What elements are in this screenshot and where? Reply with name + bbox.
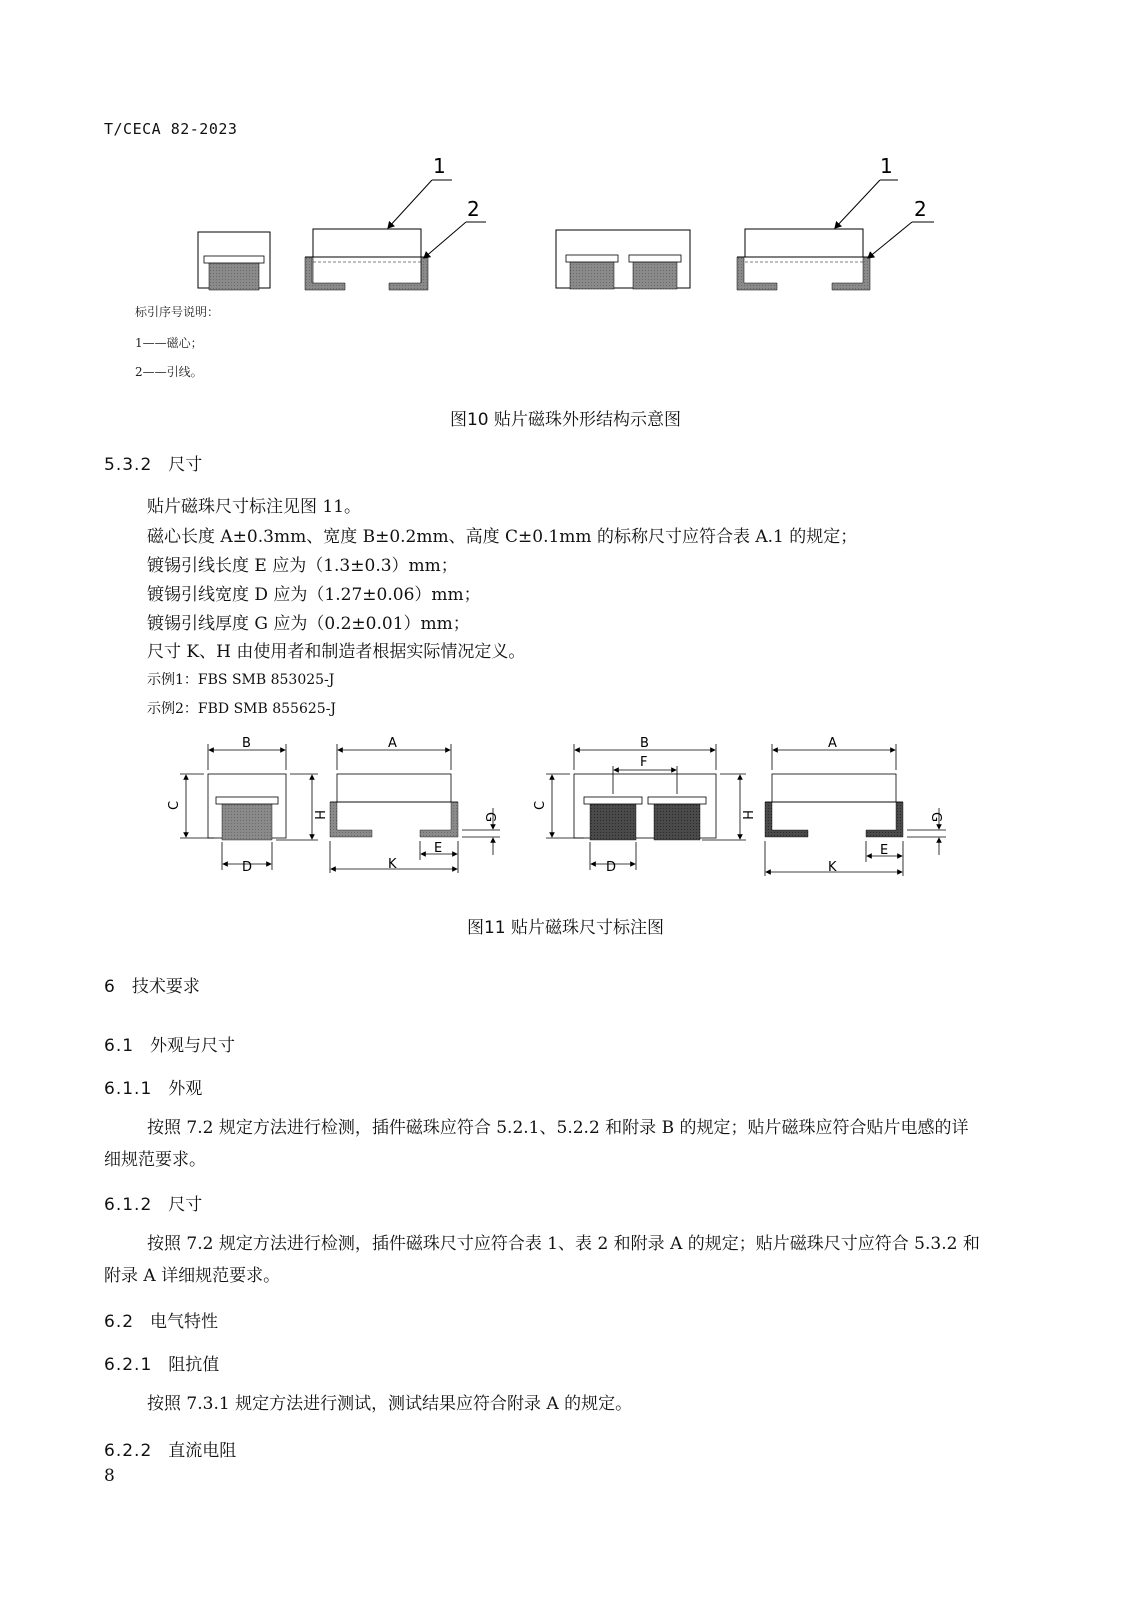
example-2: 示例2：FBD SMB 855625-J (147, 701, 337, 717)
section-title: 外观与尺寸 (150, 1036, 236, 1056)
dim-label-e: E (880, 843, 889, 858)
dim-label-k: K (828, 860, 837, 875)
fig10-callout-2b: 2 (914, 197, 927, 221)
fig10-legend-item-1: 1——磁心； (135, 336, 203, 350)
standard-id: T/CECA 82-2023 (104, 120, 238, 138)
paragraph-6-1-1: 按照 7.2 规定方法进行检测，插件磁珠应符合 5.2.1、5.2.2 和附录 B 的规定；贴片磁珠应符合贴片电感的详细规范要求。 (104, 1118, 969, 1170)
dim-label-b: B (242, 736, 251, 751)
dim-label-k: K (388, 857, 397, 872)
fig10-callout-1b: 1 (880, 154, 893, 178)
section-title: 外观 (168, 1079, 203, 1099)
paragraph-line: 镀锡引线长度 E 应为（1.3±0.3）mm； (147, 556, 458, 576)
dim-label-a: A (828, 736, 837, 751)
section-number: 6.1 (104, 1036, 135, 1056)
paragraph-line: 磁心长度 A±0.3mm、宽度 B±0.2mm、高度 C±0.1mm 的标称尺寸应符合表 A.1 的规定； (147, 527, 858, 547)
paragraph-line: 贴片磁珠尺寸标注见图 11。 (147, 497, 362, 517)
dim-label-c: C (167, 800, 182, 810)
dim-label-g: G (482, 812, 497, 823)
dim-label-h: H (739, 810, 754, 820)
section-title: 尺寸 (168, 455, 203, 475)
section-title: 技术要求 (131, 977, 200, 997)
fig10-callout-2: 2 (467, 197, 480, 221)
paragraph-line: 镀锡引线厚度 G 应为（0.2±0.01）mm； (147, 614, 470, 634)
section-title: 直流电阻 (168, 1441, 237, 1461)
dim-label-a: A (388, 736, 397, 751)
section-number: 6 (104, 977, 116, 997)
dim-label-b: B (640, 736, 649, 751)
section-number: 6.1.2 (104, 1195, 153, 1215)
dim-label-d: D (242, 860, 253, 875)
dim-label-c: C (533, 800, 548, 810)
section-number: 6.2.2 (104, 1441, 153, 1461)
section-heading-6-2-2 (104, 1436, 236, 1461)
dim-label-g: G (928, 812, 943, 823)
section-heading-5-3-2 (104, 450, 202, 475)
section-number: 6.2.1 (104, 1355, 153, 1375)
paragraph-line: 尺寸 K、H 由使用者和制造者根据实际情况定义。 (147, 642, 526, 662)
dim-label-e: E (434, 841, 443, 856)
section-heading-6-2 (104, 1307, 218, 1332)
fig10-legend-title: 标引序号说明： (135, 305, 220, 319)
page-number: 8 (104, 1466, 115, 1486)
section-number: 5.3.2 (104, 455, 153, 475)
dim-label-d: D (606, 860, 617, 875)
paragraph-6-1-2: 按照 7.2 规定方法进行检测，插件磁珠尺寸应符合表 1、表 2 和附录 A 的规定；贴片磁珠尺寸应符合 5.3.2 和附录 A 详细规范要求。 (104, 1234, 980, 1286)
paragraph-line: 镀锡引线宽度 D 应为（1.27±0.06）mm； (147, 585, 481, 605)
figure-11-drawing (0, 730, 1131, 890)
section-number: 6.1.1 (104, 1079, 153, 1099)
section-heading-6-1 (104, 1031, 235, 1056)
section-heading-6-1-2 (104, 1190, 202, 1215)
section-number: 6.2 (104, 1312, 135, 1332)
section-title: 尺寸 (168, 1195, 203, 1215)
section-heading-6 (104, 972, 200, 997)
dim-label-f: F (640, 755, 648, 770)
section-title: 阻抗值 (168, 1355, 220, 1375)
section-heading-6-1-1 (104, 1074, 202, 1099)
paragraph-6-2-1: 按照 7.3.1 规定方法进行测试，测试结果应符合附录 A 的规定。 (147, 1394, 633, 1414)
fig10-callout-1: 1 (433, 154, 446, 178)
figure-10-caption: 图10 贴片磁珠外形结构示意图 (449, 410, 682, 430)
fig10-legend-item-2: 2——引线。 (135, 365, 203, 379)
dim-label-h: H (311, 810, 326, 820)
section-heading-6-2-1 (104, 1350, 219, 1375)
section-title: 电气特性 (150, 1312, 219, 1332)
figure-11-caption: 图11 贴片磁珠尺寸标注图 (466, 918, 665, 938)
example-1: 示例1：FBS SMB 853025-J (147, 672, 335, 688)
